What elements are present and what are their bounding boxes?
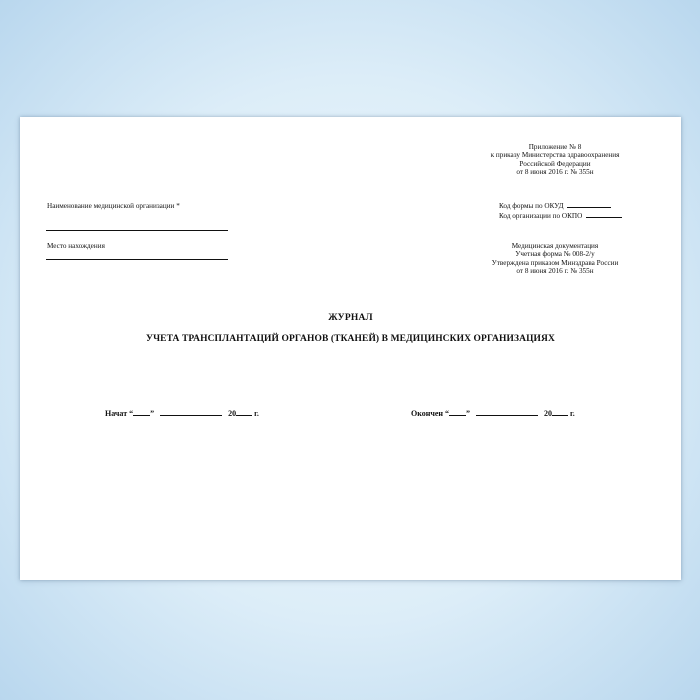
start-close-quote: ” — [150, 409, 155, 418]
end-close-quote: ” — [466, 409, 471, 418]
okud-label: Код формы по ОКУД — [499, 202, 564, 210]
start-label: Начат — [105, 409, 128, 418]
appendix-line: Приложение № 8 — [528, 143, 582, 151]
meddoc-line: Утверждена приказом Минздрава России — [491, 258, 619, 267]
organization-name-label: Наименование медицинской организации * — [47, 202, 180, 210]
end-open-quote: “ — [445, 409, 450, 418]
appendix-line: к приказу Министерства здравоохранения — [490, 151, 620, 160]
journal-title: ЖУРНАЛ — [328, 313, 373, 323]
okud-blank — [567, 201, 611, 208]
location-line — [46, 259, 228, 260]
end-day-blank — [449, 408, 466, 416]
end-year-prefix: 20 — [544, 409, 553, 418]
start-open-quote: “ — [129, 409, 134, 418]
okpo-label: Код организации по ОКПО — [499, 212, 583, 220]
organization-name-line — [46, 230, 228, 231]
okpo-row — [499, 211, 622, 221]
appendix-line: Российской Федерации — [519, 159, 591, 168]
start-day-blank — [133, 408, 150, 416]
start-year-prefix: 20 — [228, 409, 237, 418]
end-year-blank — [552, 408, 568, 416]
okpo-blank — [586, 211, 622, 218]
start-year-blank — [236, 408, 252, 416]
okud-row — [499, 201, 622, 211]
start-year-suffix: г. — [254, 409, 259, 418]
medical-documentation-note — [465, 242, 645, 276]
end-year-suffix: г. — [570, 409, 575, 418]
meddoc-line: Учетная форма № 008-2/у — [515, 250, 595, 259]
start-date-field — [105, 408, 259, 418]
end-month-blank — [476, 408, 538, 416]
appendix-note — [465, 143, 645, 177]
end-label: Окончен — [411, 409, 444, 418]
location-label: Место нахождения — [47, 242, 105, 250]
journal-subtitle: УЧЕТА ТРАНСПЛАНТАЦИЙ ОРГАНОВ (ТКАНЕЙ) В МЕДИЦИНСКИХ ОРГАНИЗАЦИЯХ — [146, 334, 555, 344]
form-codes — [499, 201, 622, 221]
meddoc-line: Медицинская документация — [511, 242, 599, 250]
start-month-blank — [160, 408, 222, 416]
form-sheet — [20, 117, 681, 580]
meddoc-line: от 8 июня 2016 г. № 355н — [516, 267, 594, 276]
appendix-line: от 8 июня 2016 г. № 355н — [516, 168, 594, 177]
end-date-field — [411, 408, 575, 418]
